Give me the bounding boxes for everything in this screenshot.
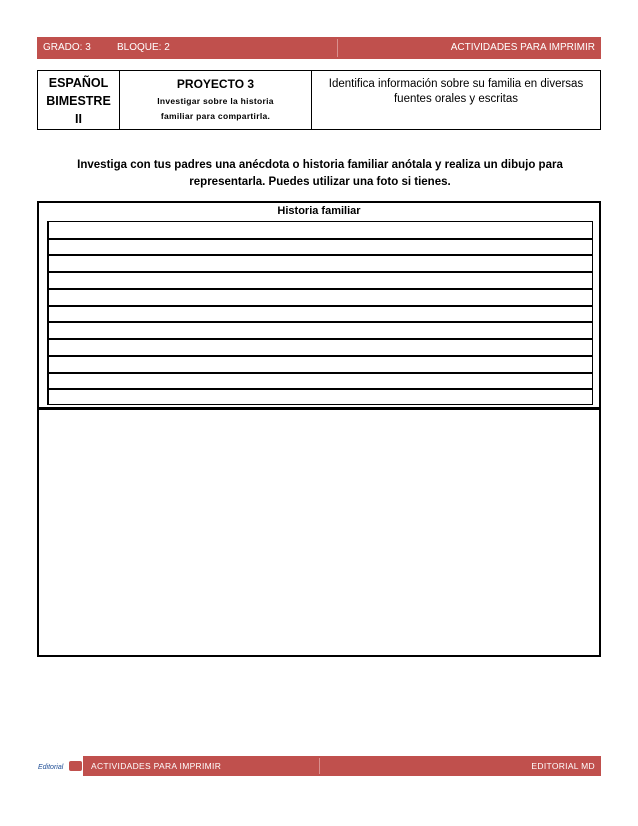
bimestre-label: BIMESTRE <box>46 94 111 108</box>
bimestre-number: II <box>75 112 82 126</box>
subject-cell <box>38 71 120 129</box>
writing-line <box>49 305 592 307</box>
writing-line <box>49 254 592 256</box>
logo-text: Editorial <box>38 764 64 771</box>
writing-lines[interactable] <box>47 221 593 405</box>
writing-line <box>49 338 592 340</box>
writing-line <box>49 372 592 374</box>
footer-bar <box>83 756 601 776</box>
header-activities-label: ACTIVIDADES PARA IMPRIMIR <box>450 42 595 53</box>
story-title: Historia familiar <box>277 205 361 217</box>
writing-line <box>49 321 592 323</box>
header-divider <box>337 39 338 57</box>
story-box <box>37 201 601 409</box>
grade-label: GRADO: 3 <box>43 42 91 53</box>
objective-cell <box>312 71 600 129</box>
header-bar <box>37 37 601 59</box>
writing-line <box>49 355 592 357</box>
writing-line <box>49 388 592 390</box>
objective-text: Identifica información sobre su familia en diversas fuentes orales y escritas <box>328 78 584 105</box>
project-subtitle-1: Investigar sobre la historia <box>157 96 274 106</box>
instructions-line-2: representarla. Puedes utilizar una foto si tienes. <box>189 176 451 188</box>
project-info-table <box>37 70 601 130</box>
editorial-md-logo-icon <box>37 756 83 776</box>
drawing-area[interactable] <box>37 409 601 657</box>
project-title: PROYECTO 3 <box>176 77 255 91</box>
writing-line <box>49 288 592 290</box>
footer-activities-label: ACTIVIDADES PARA IMPRIMIR <box>91 761 222 771</box>
instructions-line-1: Investiga con tus padres una anécdota o historia familiar anótala y realiza un dibujo para <box>77 159 563 171</box>
writing-line <box>49 238 592 240</box>
project-cell <box>120 71 312 129</box>
footer-divider <box>319 758 320 774</box>
instructions <box>50 157 590 191</box>
subject-label: ESPAÑOL <box>48 76 109 90</box>
project-subtitle-2: familiar para compartirla. <box>160 111 271 121</box>
writing-line <box>49 271 592 273</box>
footer-publisher-label: EDITORIAL MD <box>531 761 595 771</box>
block-label: BLOQUE: 2 <box>117 42 170 53</box>
